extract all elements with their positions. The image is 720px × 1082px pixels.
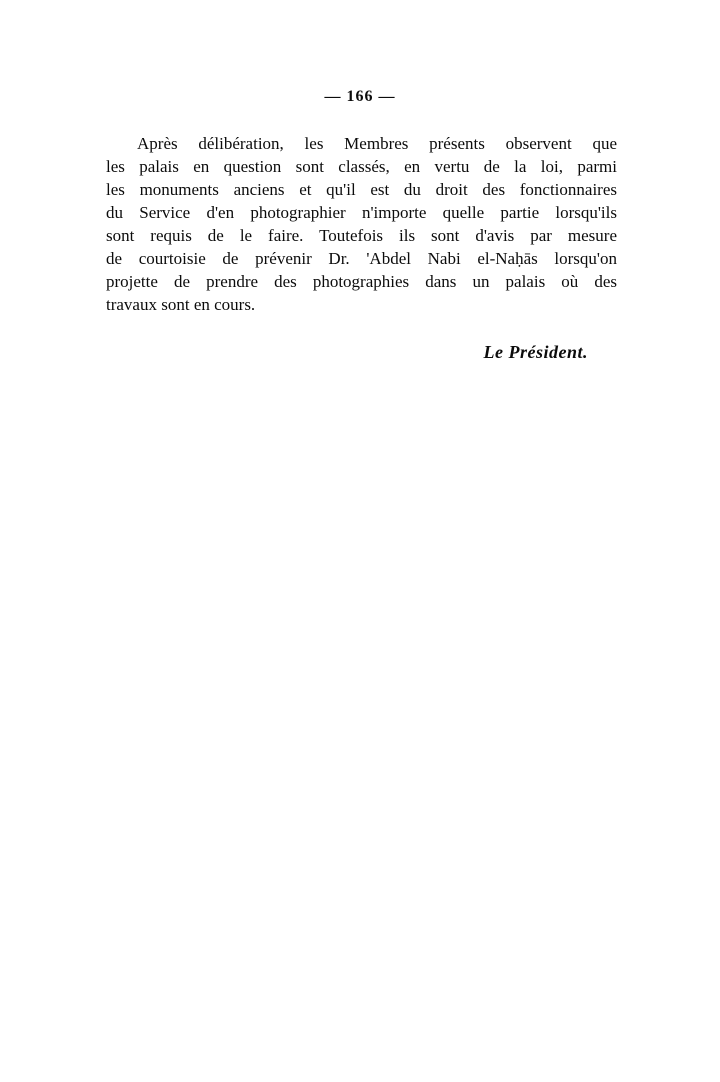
paragraph-line: du Service d'en photographier n'importe quelle partie lorsqu'ils <box>106 203 617 222</box>
paragraph-line: de courtoisie de prévenir Dr. 'Abdel Nabi el-Naḥās lorsqu'on <box>106 249 617 268</box>
paragraph-line: Après délibération, les Membres présents observent que <box>137 134 617 153</box>
paragraph-line: sont requis de le faire. Toutefois ils sont d'avis par mesure <box>106 226 617 245</box>
paragraph-line: travaux sont en cours. <box>106 295 256 314</box>
signature-line: Le Président. <box>483 342 588 362</box>
paragraph-line: les monuments anciens et qu'il est du droit des fonctionnaires <box>106 180 617 199</box>
page-number: — 166 — <box>324 88 396 105</box>
paragraph-line: les palais en question sont classés, en vertu de la loi, parmi <box>106 157 617 176</box>
paragraph-line: projette de prendre des photographies dans un palais où des <box>106 272 617 291</box>
document-paragraph <box>106 132 617 316</box>
